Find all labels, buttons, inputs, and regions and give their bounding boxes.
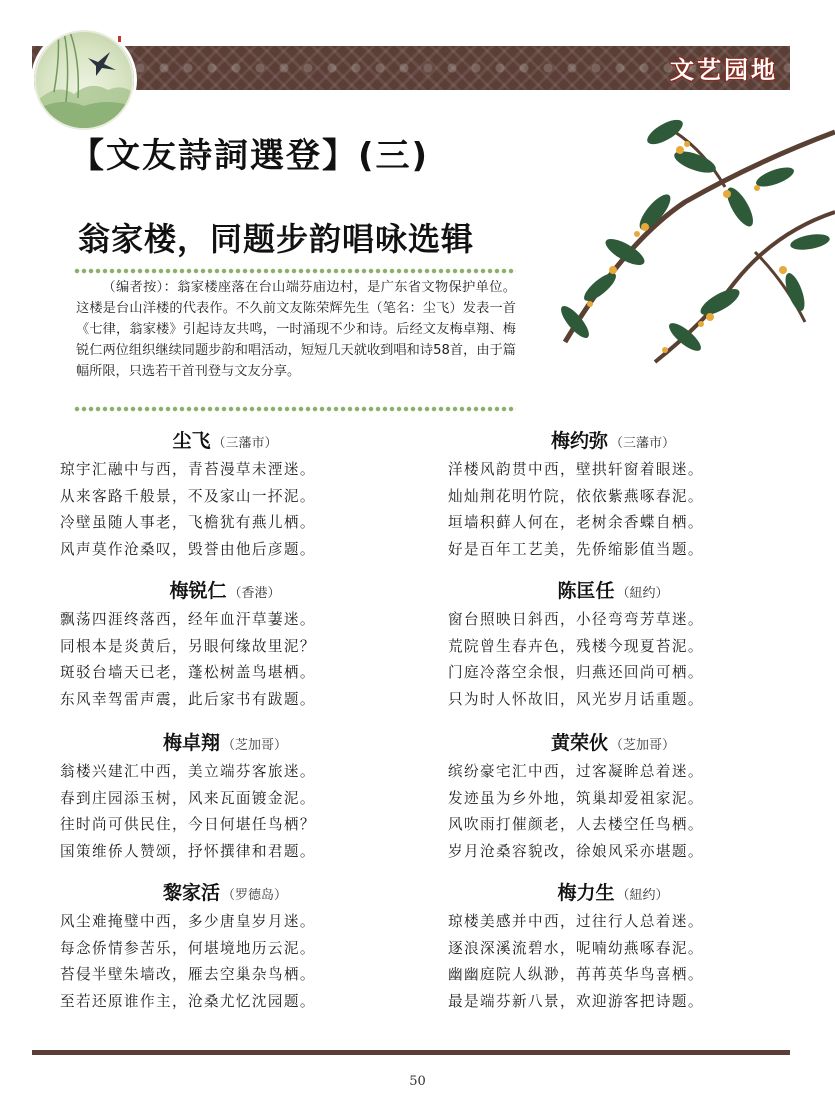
poet-location: （紐约） bbox=[616, 888, 669, 903]
poem-line: 冷壁虽随人事老，飞檐犹有燕儿栖。 bbox=[60, 514, 316, 531]
poem-line: 风声莫作沧桑叹，毁誉由他后彦题。 bbox=[60, 540, 316, 558]
poem-line: 至若还原谁作主，沧桑尤忆沈园题。 bbox=[60, 992, 316, 1010]
poem-line: 东风幸驾雷声震，此后家书有跋题。 bbox=[60, 690, 316, 708]
poem-line: 只为时人怀故旧，风光岁月话重题。 bbox=[448, 690, 704, 708]
poem-line: 缤纷豪宅汇中西，过客凝眸总着迷。 bbox=[448, 763, 704, 780]
poet-name: 尘飞 bbox=[172, 430, 211, 452]
poet-name: 梅锐仁 bbox=[169, 580, 227, 602]
poem-line: 国策维侨人赞颂，抒怀撰律和君题。 bbox=[60, 842, 316, 860]
editor-note: （编者按）：翁家楼座落在台山端芬庙边村，是广东省文物保护单位。这楼是台山洋楼的代表作。不久前文友陈荣辉先生（笔名：尘飞）发表一首《七律，翁家楼》引起诗友共鸣，一时涌现不少和诗。后经文友梅卓翔、梅锐仁两位组织继续同题步韵和唱活动，短短几天就收到唱和诗58首，由于篇幅所限，只选若干首刊登与文友分享。 bbox=[76, 280, 516, 379]
logo-emblem bbox=[34, 30, 134, 130]
poem-line: 斑驳台墙天已老，蓬松树盖鸟堪栖。 bbox=[60, 664, 316, 681]
poem-line: 荒院曾生春卉色，残楼今现夏苔泥。 bbox=[448, 637, 704, 655]
poem-block bbox=[448, 576, 778, 713]
poem-line: 发迹虽为乡外地，筑巢却爱祖家泥。 bbox=[448, 789, 704, 807]
poem-line: 窗台照映日斜西，小径弯弯芳草迷。 bbox=[448, 611, 704, 628]
footer-rule bbox=[32, 1050, 790, 1055]
poem-block bbox=[448, 426, 778, 563]
poet-location: （芝加哥） bbox=[222, 738, 288, 753]
poem-line: 琼楼美感并中西，过往行人总着迷。 bbox=[448, 913, 704, 930]
poem-line: 从来客路千般景，不及家山一抔泥。 bbox=[60, 487, 316, 505]
poem-block bbox=[60, 576, 390, 713]
poem-line: 琼宇汇融中与西，青苔漫草未湮迷。 bbox=[60, 461, 316, 478]
poem-line: 飘荡四涯终落西，经年血汗草萋迷。 bbox=[60, 611, 316, 628]
poem-block bbox=[448, 728, 778, 865]
poem-line: 门庭冷落空余恨，归燕还回尚可栖。 bbox=[448, 664, 704, 681]
poem-block bbox=[60, 878, 390, 1015]
poet-name: 陈匡任 bbox=[557, 580, 615, 602]
poem-line: 风尘难掩璧中西，多少唐皇岁月迷。 bbox=[60, 913, 316, 930]
poem-block bbox=[60, 728, 390, 865]
poem-line: 风吹雨打催颜老，人去楼空任鸟栖。 bbox=[448, 816, 704, 833]
poem-block bbox=[60, 426, 390, 563]
poem-line: 好是百年工艺美，先侨缩影值当题。 bbox=[448, 540, 704, 558]
poet-location: （三藩市） bbox=[610, 436, 676, 451]
header-accent-mark bbox=[118, 36, 121, 42]
poem-line: 翁楼兴建汇中西，美立端芬客旅迷。 bbox=[60, 763, 316, 780]
series-title: 【文友詩詞選登】(三) bbox=[70, 136, 430, 176]
poem-line: 灿灿荆花明竹院，依依紫燕啄春泥。 bbox=[448, 487, 704, 505]
header-band bbox=[32, 46, 790, 90]
poem-line: 往时尚可供民住，今日何堪任鸟栖？ bbox=[60, 816, 316, 833]
poem-line: 岁月沧桑容貌改，徐娘风采亦堪题。 bbox=[448, 842, 704, 860]
poet-name: 黄荣伙 bbox=[550, 732, 608, 754]
divider-top bbox=[74, 268, 516, 274]
poem-line: 每念侨情参苦乐，何堪境地历云泥。 bbox=[60, 939, 316, 957]
poem-line: 最是端芬新八景，欢迎游客把诗题。 bbox=[448, 992, 704, 1010]
poem-line: 幽幽庭院人纵渺，苒苒英华鸟喜栖。 bbox=[448, 966, 704, 983]
poem-line: 垣墙积藓人何在，老树余香蝶自栖。 bbox=[448, 514, 704, 531]
poet-name: 梅约弥 bbox=[550, 430, 608, 452]
poem-line: 同根本是炎黄后，另眼何缘故里泥？ bbox=[60, 637, 316, 655]
poem-line: 洋楼风韵贯中西，壁拱轩窗着眼迷。 bbox=[448, 461, 704, 478]
poet-name: 梅力生 bbox=[557, 882, 615, 904]
poet-location: （三藩市） bbox=[212, 436, 278, 451]
page-number: 50 bbox=[409, 1074, 426, 1089]
poet-location: （芝加哥） bbox=[610, 738, 676, 753]
poet-location: （香港） bbox=[228, 586, 281, 601]
poem-line: 苔侵半壁朱墙改，雁去空巢杂鸟栖。 bbox=[60, 966, 316, 983]
poem-block bbox=[448, 878, 778, 1015]
poet-location: （罗德岛） bbox=[222, 888, 288, 903]
blossom-branch-illustration bbox=[505, 92, 835, 392]
swallow-willow-icon bbox=[36, 32, 132, 128]
divider-bottom bbox=[74, 406, 516, 412]
poet-name: 梅卓翔 bbox=[162, 732, 220, 754]
poet-name: 黎家活 bbox=[162, 882, 220, 904]
poem-line: 春到庄园添玉树，风来瓦面镀金泥。 bbox=[60, 789, 316, 807]
poem-line: 逐浪深溪流碧水，呢喃幼燕啄春泥。 bbox=[448, 939, 704, 957]
poet-location: （紐约） bbox=[616, 586, 669, 601]
article-title: 翁家楼，同题步韵唱咏选辑 bbox=[78, 220, 475, 258]
section-title: 文艺园地 bbox=[670, 56, 778, 84]
